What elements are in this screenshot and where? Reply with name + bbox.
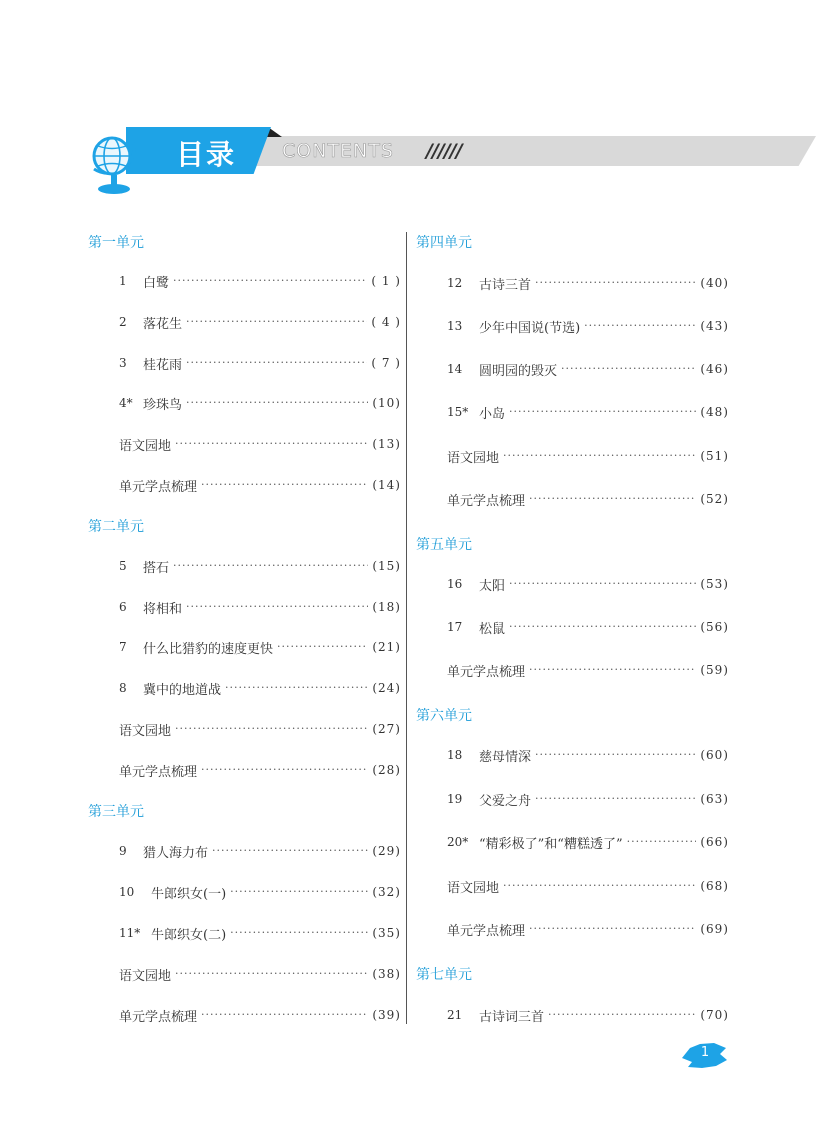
dot-leader bbox=[186, 393, 368, 413]
entry-title: 圆明园的毁灭 bbox=[479, 363, 558, 379]
toc-entry[interactable] bbox=[119, 882, 401, 902]
dot-leader bbox=[230, 882, 368, 902]
entry-number: 16 bbox=[447, 577, 463, 591]
toc-entry[interactable] bbox=[447, 273, 729, 293]
entry-title: 单元学点梳理 bbox=[119, 764, 198, 780]
entry-page: (70) bbox=[700, 1008, 729, 1022]
entry-page: (48) bbox=[700, 405, 729, 419]
entry-number: 7 bbox=[119, 640, 127, 654]
unit-heading: 第四单元 bbox=[416, 235, 472, 251]
entry-number: 5 bbox=[119, 559, 127, 573]
entry-page: (56) bbox=[700, 620, 729, 634]
entry-page: (39) bbox=[372, 1008, 401, 1022]
entry-page: (68) bbox=[700, 879, 729, 893]
toc-entry[interactable] bbox=[119, 353, 401, 373]
entry-title: 少年中国说(节选) bbox=[479, 320, 581, 336]
entry-page: (38) bbox=[372, 967, 401, 981]
toc-entry[interactable] bbox=[119, 923, 401, 943]
entry-number: 13 bbox=[447, 319, 463, 333]
entry-title: 单元学点梳理 bbox=[119, 1009, 198, 1025]
entry-page: (63) bbox=[700, 792, 729, 806]
toc-entry[interactable] bbox=[447, 316, 729, 336]
page-title: 目录 bbox=[176, 138, 237, 171]
toc-entry[interactable] bbox=[447, 359, 729, 379]
entry-number: 9 bbox=[119, 844, 127, 858]
entry-title: 慈母情深 bbox=[479, 749, 532, 765]
entry-page: (51) bbox=[700, 449, 729, 463]
entry-page: ( 1 ) bbox=[371, 274, 401, 288]
entry-number: 21 bbox=[447, 1008, 463, 1022]
entry-page: (59) bbox=[700, 663, 729, 677]
entry-title: 语文园地 bbox=[119, 438, 172, 454]
entry-page: (24) bbox=[372, 681, 401, 695]
entry-title: “精彩极了”和“糟糕透了” bbox=[479, 836, 623, 852]
unit-heading: 第三单元 bbox=[88, 804, 144, 820]
dot-leader bbox=[186, 312, 367, 332]
entry-number: 6 bbox=[119, 600, 127, 614]
toc-entry[interactable] bbox=[119, 1005, 401, 1025]
toc-entry[interactable] bbox=[447, 574, 729, 594]
entry-page: (60) bbox=[700, 748, 729, 762]
dot-leader bbox=[529, 660, 696, 680]
entry-number: 8 bbox=[119, 681, 127, 695]
entry-title: 古诗三首 bbox=[479, 277, 532, 293]
entry-title: 单元学点梳理 bbox=[447, 493, 526, 509]
toc-entry[interactable] bbox=[119, 760, 401, 780]
dot-leader bbox=[201, 475, 368, 495]
entry-title: 父爱之舟 bbox=[479, 793, 532, 809]
entry-page: (53) bbox=[700, 577, 729, 591]
dot-leader bbox=[535, 273, 696, 293]
toc-entry[interactable] bbox=[447, 745, 729, 765]
globe-icon bbox=[86, 129, 146, 197]
dot-leader bbox=[561, 359, 696, 379]
entry-title: 白鹭 bbox=[143, 275, 170, 291]
entry-page: (69) bbox=[700, 922, 729, 936]
dot-leader bbox=[201, 760, 368, 780]
toc-entry[interactable] bbox=[447, 832, 729, 852]
unit-heading: 第七单元 bbox=[416, 967, 472, 983]
entry-title: 太阳 bbox=[479, 578, 506, 594]
entry-title: 冀中的地道战 bbox=[143, 682, 222, 698]
entry-number: 3 bbox=[119, 356, 127, 370]
dot-leader bbox=[277, 637, 368, 657]
entry-title: 单元学点梳理 bbox=[119, 479, 198, 495]
toc-entry[interactable] bbox=[447, 617, 729, 637]
dot-leader bbox=[535, 745, 696, 765]
entry-title: 落花生 bbox=[143, 316, 183, 332]
dot-leader bbox=[230, 923, 368, 943]
toc-entry[interactable] bbox=[119, 719, 401, 739]
toc-entry[interactable] bbox=[447, 789, 729, 809]
page-subtitle: CONTENTS bbox=[282, 140, 394, 162]
entry-title: 语文园地 bbox=[447, 450, 500, 466]
dot-leader bbox=[186, 353, 367, 373]
entry-page: (40) bbox=[700, 276, 729, 290]
toc-entry[interactable] bbox=[119, 964, 401, 984]
toc-entry[interactable] bbox=[119, 841, 401, 861]
toc-entry[interactable] bbox=[447, 660, 729, 680]
entry-page: (28) bbox=[372, 763, 401, 777]
toc-entry[interactable] bbox=[119, 678, 401, 698]
unit-heading: 第六单元 bbox=[416, 708, 472, 724]
dot-leader bbox=[212, 841, 368, 861]
dot-leader bbox=[201, 1005, 368, 1025]
entry-page: (15) bbox=[372, 559, 401, 573]
entry-page: (29) bbox=[372, 844, 401, 858]
dot-leader bbox=[529, 919, 696, 939]
dot-leader bbox=[548, 1005, 696, 1025]
entry-page: (66) bbox=[700, 835, 729, 849]
entry-title: 牛郎织女(二) bbox=[151, 927, 227, 943]
entry-number: 17 bbox=[447, 620, 463, 634]
unit-heading: 第一单元 bbox=[88, 235, 144, 251]
contents-banner bbox=[86, 127, 736, 197]
entry-title: 松鼠 bbox=[479, 621, 506, 637]
entry-number: 20* bbox=[447, 835, 469, 849]
toc-entry[interactable] bbox=[119, 393, 401, 413]
entry-number: 15* bbox=[447, 405, 469, 419]
column-divider bbox=[406, 232, 407, 1024]
dot-leader bbox=[186, 597, 368, 617]
entry-number: 10 bbox=[119, 885, 135, 899]
unit-heading: 第五单元 bbox=[416, 537, 472, 553]
entry-page: (35) bbox=[372, 926, 401, 940]
entry-number: 14 bbox=[447, 362, 463, 376]
entry-page: ( 4 ) bbox=[371, 315, 401, 329]
entry-title: 语文园地 bbox=[119, 968, 172, 984]
entry-number: 1 bbox=[119, 274, 127, 288]
entry-page: (13) bbox=[372, 437, 401, 451]
dot-leader bbox=[175, 434, 368, 454]
dot-leader bbox=[509, 574, 696, 594]
toc-entry[interactable] bbox=[447, 1005, 729, 1025]
toc-entry[interactable] bbox=[447, 446, 729, 466]
dot-leader bbox=[584, 316, 696, 336]
entry-title: 古诗词三首 bbox=[479, 1009, 545, 1025]
entry-title: 单元学点梳理 bbox=[447, 923, 526, 939]
dot-leader bbox=[509, 402, 696, 422]
page-number: 1 bbox=[700, 1045, 710, 1060]
dot-leader bbox=[175, 719, 368, 739]
entry-number: 18 bbox=[447, 748, 463, 762]
entry-title: 语文园地 bbox=[447, 880, 500, 896]
entry-title: 珍珠鸟 bbox=[143, 397, 183, 413]
toc-entry[interactable] bbox=[447, 489, 729, 509]
dot-leader bbox=[225, 678, 368, 698]
entry-page: (32) bbox=[372, 885, 401, 899]
entry-title: 牛郎织女(一) bbox=[151, 886, 227, 902]
dot-leader bbox=[173, 556, 368, 576]
banner-slashes: ////// bbox=[426, 140, 462, 162]
unit-heading: 第二单元 bbox=[88, 519, 144, 535]
dot-leader bbox=[503, 446, 696, 466]
entry-title: 桂花雨 bbox=[143, 357, 183, 373]
entry-number: 11* bbox=[119, 926, 141, 940]
toc-entry[interactable] bbox=[119, 434, 401, 454]
toc-entry[interactable] bbox=[447, 876, 729, 896]
entry-title: 小岛 bbox=[479, 406, 506, 422]
toc-entry[interactable] bbox=[447, 402, 729, 422]
entry-page: (52) bbox=[700, 492, 729, 506]
entry-page: (27) bbox=[372, 722, 401, 736]
entry-title: 将相和 bbox=[143, 601, 183, 617]
dot-leader bbox=[627, 832, 697, 852]
entry-number: 19 bbox=[447, 792, 463, 806]
entry-page: (10) bbox=[372, 396, 401, 410]
entry-number: 12 bbox=[447, 276, 463, 290]
dot-leader bbox=[535, 789, 696, 809]
toc-entry[interactable] bbox=[119, 312, 401, 332]
toc-entry[interactable] bbox=[119, 271, 401, 291]
entry-page: (14) bbox=[372, 478, 401, 492]
toc-entry[interactable] bbox=[119, 556, 401, 576]
entry-title: 语文园地 bbox=[119, 723, 172, 739]
entry-page: (43) bbox=[700, 319, 729, 333]
entry-title: 什么比猎豹的速度更快 bbox=[143, 641, 274, 657]
entry-title: 搭石 bbox=[143, 560, 170, 576]
dot-leader bbox=[503, 876, 696, 896]
entry-number: 2 bbox=[119, 315, 127, 329]
entry-page: (46) bbox=[700, 362, 729, 376]
entry-page: (21) bbox=[372, 640, 401, 654]
toc-entry[interactable] bbox=[119, 597, 401, 617]
entry-title: 猎人海力布 bbox=[143, 845, 209, 861]
toc-entry[interactable] bbox=[119, 475, 401, 495]
dot-leader bbox=[529, 489, 696, 509]
toc-entry[interactable] bbox=[447, 919, 729, 939]
entry-page: ( 7 ) bbox=[371, 356, 401, 370]
toc-entry[interactable] bbox=[119, 637, 401, 657]
entry-title: 单元学点梳理 bbox=[447, 664, 526, 680]
entry-page: (18) bbox=[372, 600, 401, 614]
dot-leader bbox=[175, 964, 368, 984]
dot-leader bbox=[173, 271, 367, 291]
dot-leader bbox=[509, 617, 696, 637]
entry-number: 4* bbox=[119, 396, 133, 410]
